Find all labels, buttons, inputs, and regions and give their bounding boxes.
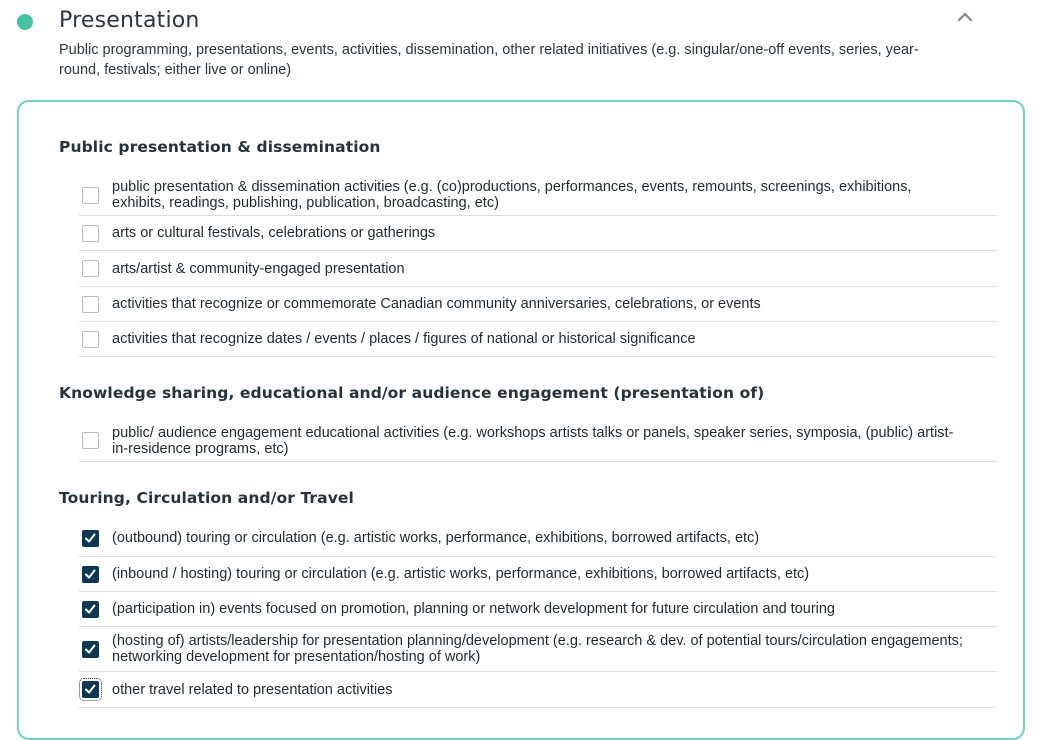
checkbox[interactable] [82,331,99,348]
checkbox[interactable] [82,432,99,449]
checkbox-row[interactable] [79,557,997,592]
checkbox-label: arts/artist & community-engaged presentation [112,260,405,277]
checkbox[interactable] [82,566,99,583]
chevron-up-icon [952,6,978,28]
group-heading-public-presentation: Public presentation & dissemination [59,138,381,156]
checkbox[interactable] [82,296,99,313]
section-title: Presentation [59,8,200,33]
checkbox-label: (hosting of) artists/leadership for presentation planning/development (e.g. research & dev. of potential tours/circulation engagements; networking development for presentation/hosting of work) [112,633,963,665]
checkbox-row[interactable] [79,175,997,216]
checkbox[interactable] [82,601,99,618]
checkbox-label: (inbound / hosting) touring or circulation (e.g. artistic works, performance, exhibitions, borrowed artifacts, etc) [112,566,810,582]
checkbox[interactable] [82,225,99,242]
checkbox-row[interactable] [79,627,997,672]
checkbox-row[interactable] [79,592,997,627]
checkbox-label: public presentation & dissemination activities (e.g. (co)productions, performances, events, remounts, screenings, exhibitions, exhibits, readings, publishing, publication, broadcasting, etc) [112,179,912,211]
checkbox-label: public/ audience engagement educational activities (e.g. workshops artists talks or panels, speaker series, symposia, (public) artist-in-residence programs, etc) [112,424,954,457]
checkbox-row[interactable] [79,520,997,557]
checkmark-icon [84,643,96,655]
collapse-button[interactable] [952,6,978,28]
checkbox[interactable] [82,681,99,698]
checkbox-label: (participation in) events focused on promotion, planning or network development for future circulation and touring [112,601,835,617]
group-heading-touring: Touring, Circulation and/or Travel [59,489,354,507]
checkbox-row[interactable] [79,672,997,708]
checkbox[interactable] [82,260,99,277]
group-heading-knowledge-sharing: Knowledge sharing, educational and/or audience engagement (presentation of) [59,384,765,402]
checkbox-row[interactable] [79,251,997,287]
checkbox[interactable] [82,530,99,547]
checkbox[interactable] [82,187,99,204]
checkbox-label: activities that recognize or commemorate Canadian community anniversaries, celebrations, or events [112,296,761,312]
section-description: Public programming, presentations, events, activities, dissemination, other related initiatives (e.g. singular/one-off events, series, year-round, festivals; either live or online) [59,42,919,78]
checkbox-row[interactable] [79,322,997,357]
checkbox-label: arts or cultural festivals, celebrations or gatherings [112,225,436,241]
checkbox-row[interactable] [79,287,997,322]
checkbox-label: other travel related to presentation activities [112,681,393,698]
status-dot [17,14,33,30]
checkbox-label: (outbound) touring or circulation (e.g. artistic works, performance, exhibitions, borrowed artifacts, etc) [112,530,760,546]
checkbox-row[interactable] [79,420,997,462]
checkbox-label: activities that recognize dates / events / places / figures of national or historical significance [112,331,696,347]
checkmark-icon [84,532,96,544]
checkmark-icon [84,603,96,615]
checkmark-icon [84,683,96,695]
checkbox-row[interactable] [79,216,997,251]
checkbox[interactable] [82,641,99,658]
checkmark-icon [84,568,96,580]
